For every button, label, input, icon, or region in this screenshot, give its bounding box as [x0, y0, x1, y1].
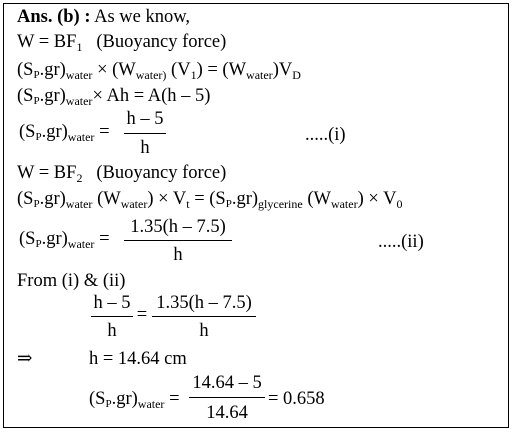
eq4-equals: = [99, 122, 110, 142]
eq2-sub-water: water) [135, 68, 167, 82]
eq3-sub-p: P [33, 95, 40, 107]
eq7-tag: .....(ii) [378, 232, 424, 252]
equation-w-bf1 [17, 33, 226, 53]
final-lhs [89, 390, 180, 410]
eq3-part: .gr) [39, 86, 66, 106]
eq3-part: × Ah = A(h – 5) [92, 86, 211, 106]
eq8-right-numerator: 1.35(h – 7.5) [156, 293, 252, 313]
eq9-part: .gr) [111, 389, 138, 409]
eq4-fraction-bar [124, 133, 166, 134]
eq2-part: (S [17, 60, 34, 80]
eq2-part: ) = (W [196, 60, 247, 80]
eq7-sub-p: P [35, 238, 42, 250]
eq1-subscript: 1 [76, 40, 83, 54]
eq7-sub-water: water [67, 237, 95, 251]
from-i-and-ii: From (i) & (ii) [17, 271, 126, 291]
answer-label: Ans. (b) : [17, 7, 91, 27]
eq2-sub-d: D [292, 68, 301, 82]
eq2-sub-water: water [65, 68, 93, 82]
eq9-part: (S [89, 389, 106, 409]
eq2-part: (V [171, 60, 191, 80]
eq9-sub-water: water [137, 397, 165, 411]
eq6-part: (W [307, 189, 331, 209]
eq9-fraction-bar [189, 397, 265, 398]
eq9-numerator: 14.64 – 5 [192, 373, 262, 393]
eq6-part: = (S [194, 189, 226, 209]
eq6-sub-water: water [65, 197, 93, 211]
eq4-part: .gr) [41, 122, 68, 142]
answer-intro: As we know, [94, 7, 191, 27]
eq8-left-numerator: h – 5 [93, 293, 131, 313]
eq4-numerator: h – 5 [126, 109, 164, 129]
eq6-part: ) × V [147, 189, 187, 209]
eq7-part: .gr) [41, 229, 68, 249]
equation-ii-lhs [19, 230, 110, 250]
result-height: h = 14.64 cm [89, 349, 187, 369]
eq9-denominator: 14.64 [206, 403, 248, 423]
eq5-note: (Buoyancy force) [96, 163, 227, 183]
eq9-result: = 0.658 [268, 389, 325, 409]
eq5-text: W = BF [17, 163, 77, 183]
eq4-sub-water: water [67, 130, 95, 144]
eq6-sub-p: P [225, 198, 232, 210]
eq2-part: )V [272, 60, 293, 80]
answer-heading [17, 8, 190, 27]
eq6-part: ) × V [357, 189, 397, 209]
eq2-sub-water: water [246, 68, 273, 82]
eq2-part: .gr) [39, 60, 66, 80]
eq8-right-bar [152, 316, 256, 317]
eq7-part: (S [19, 229, 36, 249]
eq1-note: (Buoyancy force) [96, 32, 227, 52]
equation-w-bf2 [17, 164, 226, 184]
eq2-sub-p: P [33, 69, 40, 81]
eq2-sub-1: 1 [190, 68, 197, 82]
eq4-tag: .....(i) [305, 125, 346, 145]
eq6-part: .gr) [231, 189, 259, 209]
eq8-right-denominator: h [199, 321, 209, 341]
eq4-denominator: h [140, 138, 150, 158]
equation-area-height [17, 87, 210, 107]
eq6-sub-p: P [33, 198, 40, 210]
eq9-sub-p: P [105, 398, 112, 410]
eq8-equals: = [136, 305, 148, 325]
equation-glycerine-balance [17, 190, 402, 210]
eq9-equals: = [169, 389, 180, 409]
eq6-sub-glycerine: glycerine [258, 197, 303, 211]
eq8-left-denominator: h [107, 321, 117, 341]
eq6-sub-0: 0 [396, 197, 403, 211]
eq6-part: (S [17, 189, 34, 209]
implies-arrow: ⇒ [17, 349, 33, 369]
eq6-part: .gr) [39, 189, 66, 209]
eq6-sub-t: t [186, 197, 190, 211]
eq7-numerator: 1.35(h – 7.5) [130, 217, 226, 237]
eq2-part: × (W [97, 60, 136, 80]
eq7-equals: = [99, 229, 110, 249]
eq8-left-bar [91, 316, 133, 317]
eq3-part: (S [17, 86, 34, 106]
eq7-fraction-bar [124, 240, 232, 241]
eq6-sub-water: water [120, 197, 148, 211]
eq7-denominator: h [173, 245, 183, 265]
eq5-subscript: 2 [76, 171, 83, 185]
eq3-sub-water: water [65, 94, 93, 108]
eq1-text: W = BF [17, 32, 77, 52]
eq6-sub-water: water [330, 197, 358, 211]
eq4-sub-p: P [35, 131, 42, 143]
equation-weight-balance [17, 61, 301, 81]
equation-i-lhs [19, 123, 110, 143]
eq4-part: (S [19, 122, 36, 142]
eq6-part: (W [97, 189, 121, 209]
